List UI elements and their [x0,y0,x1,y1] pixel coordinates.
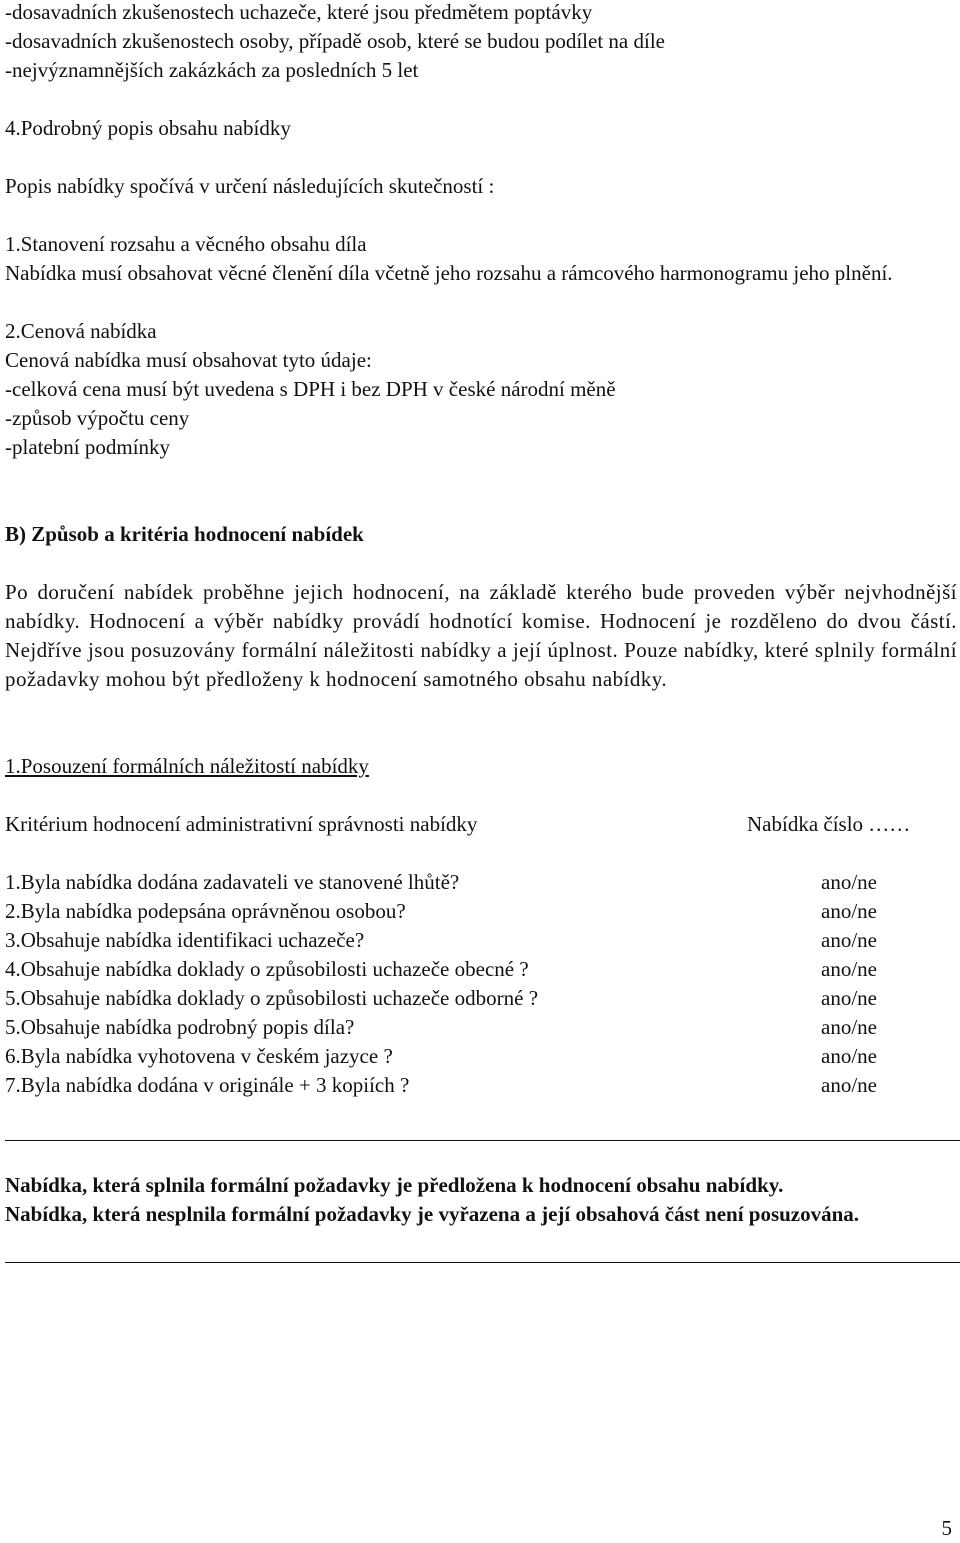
section-4-lead: Popis nabídky spočívá v určení následujících skutečností : [5,174,495,198]
criterion-label: Kritérium hodnocení administrativní správnosti nabídky [5,812,478,836]
checklist-question: 3.Obsahuje nabídka identifikaci uchazeče? [5,928,365,952]
checklist-answer: ano/ne [821,1044,877,1068]
checklist-question: 5.Obsahuje nabídka podrobný popis díla? [5,1015,355,1039]
checklist-question: 5.Obsahuje nabídka doklady o způsobilosti uchazeče odborné ? [5,986,539,1010]
checklist-answer: ano/ne [821,870,877,894]
checklist-answer: ano/ne [821,928,877,952]
checklist-question: 4.Obsahuje nabídka doklady o způsobilosti uchazeče obecné ? [5,957,529,981]
checklist-question: 2.Byla nabídka podepsána oprávněnou osobou? [5,899,406,923]
checklist-answer: ano/ne [821,1073,877,1097]
document-page [5,0,957,1263]
checklist-row [5,1013,957,1042]
item-2-line: -způsob výpočtu ceny [5,406,190,430]
page-number: 5 [941,1516,952,1540]
conclusion-2: Nabídka, která nesplnila formální požadavky je vyřazena a její obsahová část není posuzována. [5,1202,860,1226]
checklist-question: 1.Byla nabídka dodána zadavateli ve stanovené lhůtě? [5,870,460,894]
intro-list [5,0,957,85]
checklist-question: 7.Byla nabídka dodána v originále + 3 kopiích ? [5,1073,410,1097]
checklist-question: 6.Byla nabídka vyhotovena v českém jazyce ? [5,1044,393,1068]
checklist-row [5,868,957,897]
item-2 [5,317,957,462]
intro-line: -dosavadních zkušenostech osoby, případě osob, které se budou podílet na díle [5,29,665,53]
checklist-row [5,1071,957,1100]
item-2-title: 2.Cenová nabídka [5,319,157,343]
section-4-heading: 4.Podrobný popis obsahu nabídky [5,116,291,140]
item-1-text: Nabídka musí obsahovat věcné členění díla včetně jeho rozsahu a rámcového harmonogramu jeho plnění. [5,261,893,285]
checklist-answer: ano/ne [821,1015,877,1039]
item-2-line: Cenová nabídka musí obsahovat tyto údaje: [5,348,372,372]
item-2-line: -platební podmínky [5,435,171,459]
divider-bottom [5,1262,960,1263]
checklist-answer: ano/ne [821,899,877,923]
checklist-answer: ano/ne [821,986,877,1010]
checklist-row [5,926,957,955]
intro-line: -nejvýznamnějších zakázkách za posledních 5 let [5,58,419,82]
section-b-heading: B) Způsob a kritéria hodnocení nabídek [5,522,364,546]
offer-number-label: Nabídka číslo …… [747,812,911,836]
checklist-answer: ano/ne [821,957,877,981]
item-1-title: 1.Stanovení rozsahu a věcného obsahu díla [5,232,367,256]
item-1 [5,230,957,288]
checklist-row [5,955,957,984]
formal-heading: 1.Posouzení formálních náležitostí nabídky [5,754,369,778]
conclusion-1: Nabídka, která splnila formální požadavky je předložena k hodnocení obsahu nabídky. [5,1173,784,1197]
checklist-row [5,984,957,1013]
checklist-row [5,897,957,926]
intro-line: -dosavadních zkušenostech uchazeče, které jsou předmětem poptávky [5,0,593,24]
criterion-header [5,810,957,839]
item-2-line: -celková cena musí být uvedena s DPH i bez DPH v české národní měně [5,377,616,401]
checklist [5,868,957,1100]
checklist-row [5,1042,957,1071]
section-b-paragraph: Po doručení nabídek proběhne jejich hodnocení, na základě kterého bude proveden výběr nejvhodnější nabídky. Hodnocení a výběr nabídky provádí hodnotící komise. Hodnocení je rozděleno do dvou částí. Nejdříve jsou posuzovány formální náležitosti nabídky a její úplnost. Pouze nabídky, které splnily formální požadavky mohou být předloženy k hodnocení samotného obsahu nabídky. [5,580,957,691]
